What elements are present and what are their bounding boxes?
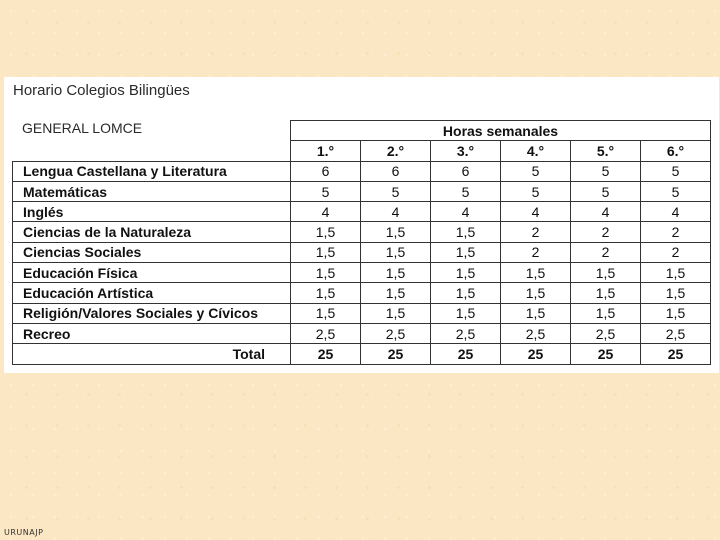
hours-cell: 1,5 (501, 303, 571, 323)
hours-cell: 1,5 (501, 283, 571, 303)
table-row (13, 283, 711, 303)
hours-cell: 6 (361, 161, 431, 181)
hours-cell: 4 (431, 202, 501, 222)
total-label-cell: Total (13, 344, 291, 364)
hours-cell: 1,5 (431, 222, 501, 242)
hours-cell: 6 (431, 161, 501, 181)
hours-cell: 1,5 (361, 242, 431, 262)
table-header-row (13, 121, 711, 141)
schedule-table (12, 120, 711, 365)
hours-cell: 2,5 (641, 323, 711, 343)
hours-cell: 1,5 (291, 222, 361, 242)
hours-cell: 2 (501, 222, 571, 242)
hours-cell: 4 (291, 202, 361, 222)
hours-cell: 1,5 (571, 263, 641, 283)
subject-cell: Religión/Valores Sociales y Cívicos (13, 303, 291, 323)
hours-cell: 1,5 (291, 283, 361, 303)
hours-cell: 6 (291, 161, 361, 181)
grade-header-cell: 2.° (361, 141, 431, 161)
table-row (13, 181, 711, 201)
footer-watermark: URUNAJP (4, 528, 44, 537)
hours-cell: 5 (571, 161, 641, 181)
table-row (13, 161, 711, 181)
hours-cell: 4 (361, 202, 431, 222)
hours-cell: 1,5 (291, 303, 361, 323)
grade-header-row (13, 141, 711, 161)
hours-cell: 1,5 (641, 303, 711, 323)
total-hours-cell: 25 (291, 344, 361, 364)
grade-header-cell: 5.° (571, 141, 641, 161)
table-row (13, 222, 711, 242)
total-hours-cell: 25 (501, 344, 571, 364)
hours-cell: 2,5 (571, 323, 641, 343)
grade-blank-cell (13, 141, 291, 161)
subject-cell: Ciencias de la Naturaleza (13, 222, 291, 242)
table-row (13, 202, 711, 222)
subject-cell: Matemáticas (13, 181, 291, 201)
grade-header-cell: 4.° (501, 141, 571, 161)
hours-cell: 1,5 (361, 222, 431, 242)
hours-cell: 1,5 (641, 283, 711, 303)
hours-cell: 1,5 (431, 303, 501, 323)
hours-cell: 1,5 (641, 263, 711, 283)
total-hours-cell: 25 (431, 344, 501, 364)
document-title: Horario Colegios Bilingües (13, 82, 190, 99)
document-subtitle: GENERAL LOMCE (22, 120, 143, 136)
hours-cell: 2 (641, 222, 711, 242)
total-hours-cell: 25 (641, 344, 711, 364)
hours-cell: 1,5 (291, 242, 361, 262)
header-blank-cell (13, 121, 291, 141)
hours-cell: 1,5 (361, 283, 431, 303)
hours-cell: 2,5 (361, 323, 431, 343)
document-panel (4, 77, 719, 373)
hours-cell: 2 (501, 242, 571, 262)
weekly-hours-header: Horas semanales (291, 121, 711, 141)
hours-cell: 5 (501, 181, 571, 201)
hours-cell: 5 (641, 181, 711, 201)
hours-cell: 4 (571, 202, 641, 222)
hours-cell: 5 (501, 161, 571, 181)
hours-cell: 1,5 (431, 263, 501, 283)
total-hours-cell: 25 (361, 344, 431, 364)
grade-header-cell: 6.° (641, 141, 711, 161)
table-row (13, 323, 711, 343)
subject-cell: Educación Física (13, 263, 291, 283)
subject-cell: Lengua Castellana y Literatura (13, 161, 291, 181)
hours-cell: 5 (641, 161, 711, 181)
hours-cell: 5 (361, 181, 431, 201)
hours-cell: 2,5 (291, 323, 361, 343)
hours-cell: 2 (641, 242, 711, 262)
hours-cell: 2,5 (431, 323, 501, 343)
hours-cell: 1,5 (571, 283, 641, 303)
hours-cell: 1,5 (431, 283, 501, 303)
hours-cell: 1,5 (571, 303, 641, 323)
hours-cell: 1,5 (291, 263, 361, 283)
hours-cell: 5 (431, 181, 501, 201)
grade-header-cell: 1.° (291, 141, 361, 161)
hours-cell: 4 (641, 202, 711, 222)
hours-cell: 1,5 (431, 242, 501, 262)
subject-cell: Ciencias Sociales (13, 242, 291, 262)
hours-cell: 1,5 (361, 263, 431, 283)
hours-cell: 2 (571, 242, 641, 262)
table-row (13, 303, 711, 323)
subject-cell: Inglés (13, 202, 291, 222)
subject-cell: Educación Artística (13, 283, 291, 303)
hours-cell: 4 (501, 202, 571, 222)
hours-cell: 2 (571, 222, 641, 242)
table-row (13, 242, 711, 262)
hours-cell: 2,5 (501, 323, 571, 343)
total-hours-cell: 25 (571, 344, 641, 364)
hours-cell: 5 (571, 181, 641, 201)
total-row (13, 344, 711, 364)
hours-cell: 5 (291, 181, 361, 201)
subject-cell: Recreo (13, 323, 291, 343)
table-row (13, 263, 711, 283)
grade-header-cell: 3.° (431, 141, 501, 161)
hours-cell: 1,5 (501, 263, 571, 283)
hours-cell: 1,5 (361, 303, 431, 323)
